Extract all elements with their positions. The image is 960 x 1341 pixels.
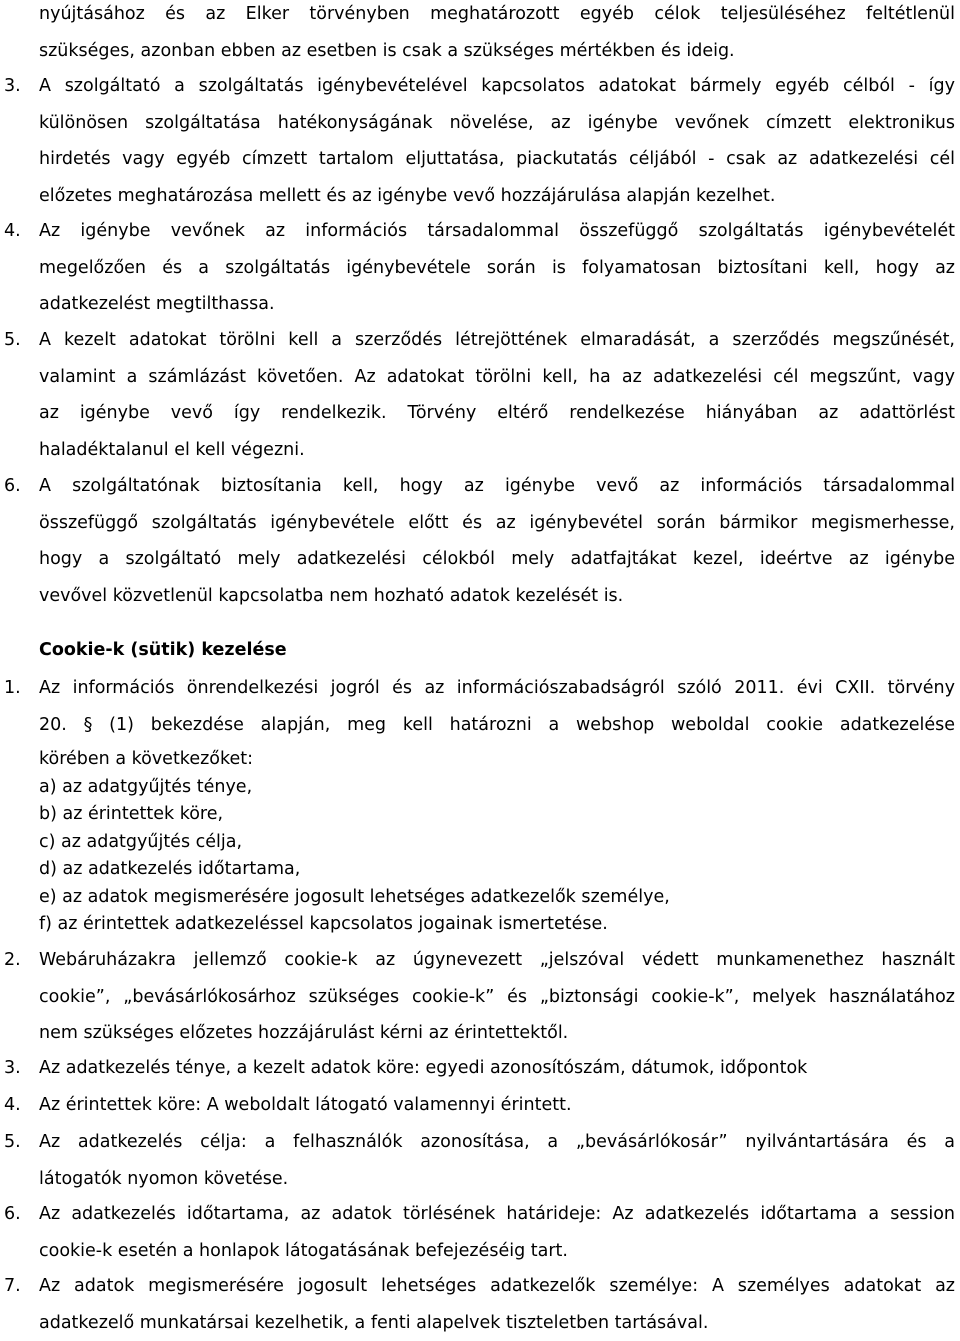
- item-line: hirdetés vagy egyéb címzett tartalom eljuttatása, piackutatás céljából - csak az adatkezelési cél: [39, 141, 955, 178]
- item-line: Az igénybe vevőnek az információs társadalommal összefüggő szolgáltatás igénybevételét: [39, 213, 955, 250]
- list-item: [0, 1087, 955, 1124]
- item-number: 4.: [4, 213, 21, 250]
- section-heading: Cookie-k (sütik) kezelése: [39, 634, 287, 666]
- sub-list-line: d) az adatkezelés időtartama,: [39, 856, 955, 884]
- item-line: vevővel közvetlenül kapcsolatba nem hozható adatok kezelését is.: [39, 578, 955, 615]
- item-line: Az adatkezelés ténye, a kezelt adatok köre: egyedi azonosítószám, dátumok, időpontok: [39, 1050, 955, 1087]
- item-line: haladéktalanul el kell végezni.: [39, 432, 955, 469]
- list-item: [0, 942, 955, 1052]
- sub-list-line: e) az adatok megismerésére jogosult lehetséges adatkezelők személye,: [39, 884, 955, 912]
- item-line: Az adatkezelés célja: a felhasználók azonosítása, a „bevásárlókosár” nyilvántartására és a: [39, 1124, 955, 1161]
- paragraph-line: szükséges, azonban ebben az esetben is csak a szükséges mértékben és ideig.: [39, 33, 955, 70]
- item-line: Az érintettek köre: A weboldalt látogató valamennyi érintett.: [39, 1087, 955, 1124]
- paragraph-line: nyújtásához és az Elker törvényben meghatározott egyéb célok teljesüléséhez feltétlenül: [39, 0, 955, 33]
- sub-list-line: f) az érintettek adatkezeléssel kapcsolatos jogainak ismertetése.: [39, 911, 955, 939]
- item-line: megelőzően és a szolgáltatás igénybevétele során is folyamatosan biztosítani kell, hogy az: [39, 250, 955, 287]
- item-line: A kezelt adatokat törölni kell a szerződés létrejöttének elmaradását, a szerződés megszűnését,: [39, 322, 955, 359]
- sub-list: [0, 746, 955, 939]
- continuation-paragraph: [0, 0, 955, 69]
- item-line: A szolgáltatónak biztosítania kell, hogy az igénybe vevő az információs társadalommal: [39, 468, 955, 505]
- item-line: Az információs önrendelkezési jogról és az információszabadságról szóló 2011. évi CXII. törvény: [39, 670, 955, 707]
- item-line: látogatók nyomon követése.: [39, 1161, 955, 1198]
- item-number: 3.: [4, 1050, 21, 1087]
- list-item: [0, 670, 955, 743]
- list-item: [0, 322, 955, 468]
- item-line: Az adatkezelés időtartama, az adatok törlésének határideje: Az adatkezelés időtartama a session: [39, 1196, 955, 1233]
- sub-list-line: b) az érintettek köre,: [39, 801, 955, 829]
- list-item: [0, 1268, 955, 1341]
- item-line: nem szükséges előzetes hozzájárulást kérni az érintettektől.: [39, 1015, 955, 1052]
- item-line: cookie-k esetén a honlapok látogatásának befejezéséig tart.: [39, 1233, 955, 1270]
- item-number: 6.: [4, 468, 21, 505]
- item-line: Az adatok megismerésére jogosult lehetséges adatkezelők személye: A személyes adatokat az: [39, 1268, 955, 1305]
- list-item: [0, 1050, 955, 1087]
- item-line: előzetes meghatározása mellett és az igénybe vevő hozzájárulása alapján kezelhet.: [39, 178, 955, 215]
- item-line: összefüggő szolgáltatás igénybevétele előtt és az igénybevétel során bármikor megismerhesse,: [39, 505, 955, 542]
- list-item: [0, 68, 955, 214]
- item-number: 5.: [4, 1124, 21, 1161]
- item-line: az igénybe vevő így rendelkezik. Törvény eltérő rendelkezése hiányában az adattörlést: [39, 395, 955, 432]
- item-number: 1.: [4, 670, 21, 707]
- item-number: 3.: [4, 68, 21, 105]
- item-line: különösen szolgáltatása hatékonyságának növelése, az igénybe vevőnek címzett elektronikus: [39, 105, 955, 142]
- item-number: 6.: [4, 1196, 21, 1233]
- list-item: [0, 213, 955, 323]
- sub-list-line: c) az adatgyűjtés célja,: [39, 829, 955, 857]
- item-number: 7.: [4, 1268, 21, 1305]
- item-line: A szolgáltató a szolgáltatás igénybevételével kapcsolatos adatokat bármely egyéb célból - így: [39, 68, 955, 105]
- item-line: 20. § (1) bekezdése alapján, meg kell határozni a webshop weboldal cookie adatkezelése: [39, 707, 955, 744]
- item-line: cookie”, „bevásárlókosárhoz szükséges cookie-k” és „biztonsági cookie-k”, melyek használatához: [39, 979, 955, 1016]
- sub-list-line: a) az adatgyűjtés ténye,: [39, 774, 955, 802]
- item-line: adatkezelő munkatársai kezelhetik, a fenti alapelvek tiszteletben tartásával.: [39, 1305, 955, 1341]
- item-number: 4.: [4, 1087, 21, 1124]
- sub-list-line: körében a következőket:: [39, 746, 955, 774]
- item-number: 2.: [4, 942, 21, 979]
- item-line: adatkezelést megtilthassa.: [39, 286, 955, 323]
- item-line: hogy a szolgáltató mely adatkezelési célokból mely adatfajtákat kezel, ideértve az igénybe: [39, 541, 955, 578]
- list-item: [0, 468, 955, 614]
- list-item: [0, 1196, 955, 1269]
- item-number: 5.: [4, 322, 21, 359]
- item-line: valamint a számlázást követően. Az adatokat törölni kell, ha az adatkezelési cél megszűnt, vagy: [39, 359, 955, 396]
- list-item: [0, 1124, 955, 1197]
- item-line: Webáruházakra jellemző cookie-k az úgynevezett „jelszóval védett munkamenethez használt: [39, 942, 955, 979]
